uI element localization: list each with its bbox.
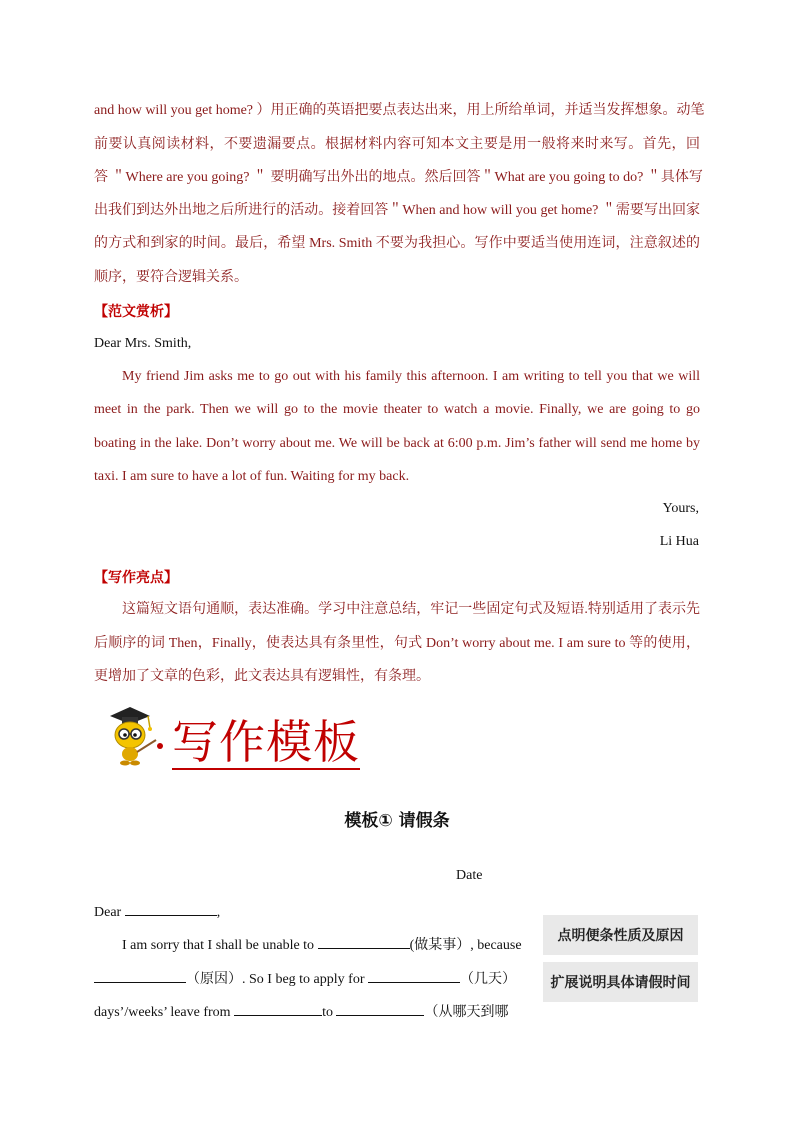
graduate-mascot-icon: [104, 702, 166, 768]
side-note-duration: 扩展说明具体请假时间: [543, 962, 698, 1002]
sample-heading: 【范文赏析】: [94, 304, 178, 320]
days-blank: [368, 968, 460, 983]
essay-line: meet in the park. Then we will go to the movie theater to watch a movie. Finally, we are going to go: [94, 402, 700, 417]
from-date-blank: [234, 1001, 322, 1016]
template-text: I am sorry that I shall be unable to: [122, 938, 315, 953]
analysis-line: 的方式和到家的时间。最后，希望 Mrs. Smith 不要为我担心。写作中要适当使用连词，注意叙述的: [94, 236, 700, 251]
side-note-purpose: 点明便条性质及原因: [543, 915, 698, 955]
template-text: （几天）: [459, 972, 516, 987]
essay-line: boating in the lake. Don’t worry about me. We will be back at 6:00 p.m. Jim’s father will send me home by: [94, 436, 700, 451]
letter-closing: Yours,: [662, 501, 699, 516]
analysis-line: 答 ＂Where are you going? ＂ 要明确写出外出的地点。然后回答＂What are you going to do? ＂具体写: [94, 170, 703, 185]
analysis-line: and how will you get home? ）用正确的英语把要点表达出来，用上所给单词，并适当发挥想象。动笔: [94, 103, 705, 118]
highlights-line: 更增加了文章的色彩，此文表达具有逻辑性，有条理。: [94, 669, 430, 684]
highlights-line: 后顺序的词 Then，Finally，使表达具有条里性，句式 Don’t worry about me. I am sure to 等的使用，: [94, 636, 700, 651]
template-text: to: [322, 1005, 333, 1020]
analysis-line: 顺序，要符合逻辑关系。: [94, 270, 248, 285]
template-subtitle: 模板① 请假条: [344, 811, 450, 831]
template-text: （从哪天到哪: [424, 1005, 509, 1020]
template-date: Date: [456, 868, 483, 883]
activity-blank: [318, 934, 410, 949]
reason-blank: [94, 968, 186, 983]
dear-label: Dear: [94, 905, 122, 920]
recipient-blank: [125, 901, 217, 916]
template-line-3: [94, 1001, 700, 1023]
essay-line: taxi. I am sure to have a lot of fun. Waiting for my back.: [94, 469, 410, 484]
template-dear-line: Dear ,: [94, 901, 700, 923]
analysis-line: 出我们到达外出地之后所进行的活动。接着回答＂When and how will you get home? ＂需要写出回家: [94, 203, 700, 218]
template-text: days’/weeks’ leave from: [94, 1005, 231, 1020]
essay-line: My friend Jim asks me to go out with his family this afternoon. I am writing to tell you that we will: [122, 369, 700, 384]
template-section-title: 写作模板: [172, 715, 360, 769]
highlights-line: 这篇短文语句通顺，表达准确。学习中注意总结，牢记一些固定句式及短语.特别适用了表示先: [122, 602, 700, 617]
analysis-line: 前要认真阅读材料，不要遗漏要点。根据材料内容可知本文主要是用一般将来时来写。首先，回: [94, 137, 700, 152]
highlights-heading: 【写作亮点】: [94, 570, 178, 586]
letter-greeting: Dear Mrs. Smith,: [94, 336, 192, 351]
template-text: （原因）. So I beg to apply for: [186, 972, 365, 987]
template-text: (做某事）, because: [409, 938, 522, 953]
to-date-blank: [336, 1001, 424, 1016]
letter-signature: Li Hua: [659, 534, 699, 549]
